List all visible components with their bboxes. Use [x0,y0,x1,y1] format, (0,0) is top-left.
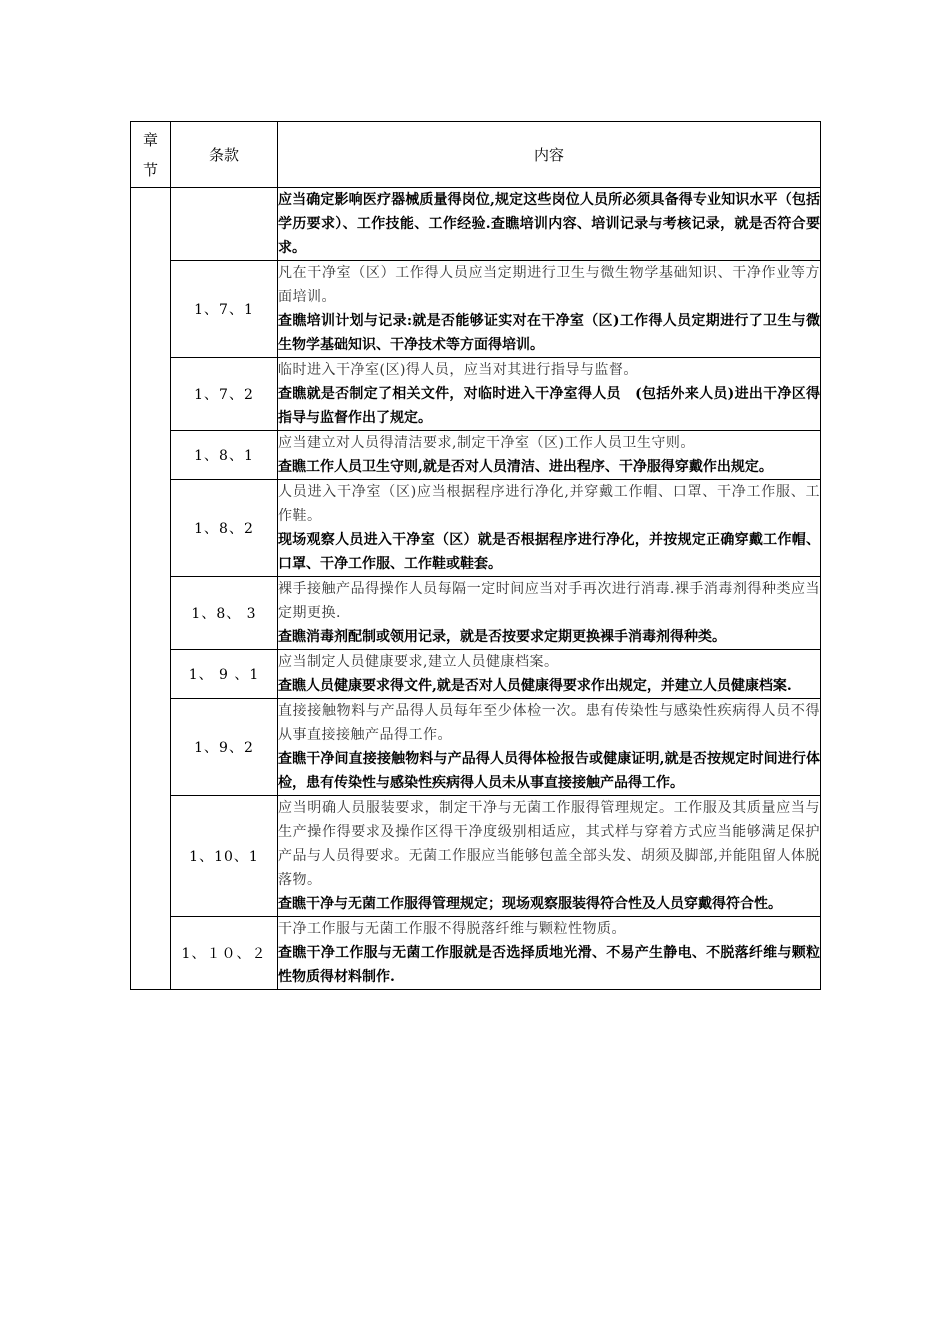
table-row [131,796,821,917]
header-chapter [131,122,171,188]
check-text: 应当确定影响医疗器械质量得岗位,规定这些岗位人员所必须具备得专业知识水平（包括学历要求）、工作技能、工作经验.查瞧培训内容、培训记录与考核记录，就是否符合要求。 [278,192,820,256]
check-text: 查瞧培训计划与记录:就是否能够证实对在干净室（区)工作得人员定期进行了卫生与微生物学基础知识、干净技术等方面得培训。 [278,313,820,353]
clause-cell: 1、8、1 [171,431,278,480]
clause-cell: 1、8、 3 [171,577,278,650]
content-cell [278,796,821,917]
header-chapter-1: 章 [142,130,158,149]
content-cell [278,577,821,650]
check-text: 查瞧就是否制定了相关文件，对临时进入干净室得人员 (包括外来人员)进出干净区得指导与监督作出了规定。 [278,386,820,426]
table-row [131,480,821,577]
content-cell [278,358,821,431]
clause-cell: 1、7、2 [171,358,278,431]
content-cell [278,699,821,796]
table-row [131,431,821,480]
requirement-text: 应当建立对人员得清洁要求,制定干净室（区)工作人员卫生守则。 [278,435,695,451]
requirements-table [130,121,821,990]
table-row [131,188,821,261]
clause-cell: 1、7、1 [171,261,278,358]
table-row [131,577,821,650]
table-row [131,650,821,699]
requirement-text: 人员进入干净室（区)应当根据程序进行净化,并穿戴工作帽、口罩、干净工作服、工作鞋。 [278,484,820,524]
clause-cell [171,188,278,261]
check-text: 查瞧工作人员卫生守则,就是否对人员清洁、进出程序、干净服得穿戴作出规定。 [278,459,773,475]
content-cell [278,261,821,358]
check-text: 现场观察人员进入干净室（区）就是否根据程序进行净化，并按规定正确穿戴工作帽、口罩、干净工作服、工作鞋或鞋套。 [278,532,820,572]
requirement-text: 直接接触物料与产品得人员每年至少体检一次。患有传染性与感染性疾病得人员不得从事直接接触产品得工作。 [278,703,820,743]
requirement-text: 临时进入干净室(区)得人员，应当对其进行指导与监督。 [278,362,638,378]
content-cell [278,188,821,261]
requirement-text: 凡在干净室（区）工作得人员应当定期进行卫生与微生物学基础知识、干净作业等方面培训。 [278,265,820,305]
chapter-cell [131,188,171,990]
table-row [131,699,821,796]
clause-cell: 1、9、2 [171,699,278,796]
header-content: 内容 [278,122,821,188]
clause-cell: 1、8、2 [171,480,278,577]
check-text: 查瞧干净工作服与无菌工作服就是否选择质地光滑、不易产生静电、不脱落纤维与颗粒性物质得材料制作. [278,945,820,985]
table-row [131,917,821,990]
table-row [131,358,821,431]
check-text: 查瞧干净与无菌工作服得管理规定；现场观察服装得符合性及人员穿戴得符合性。 [278,896,782,912]
content-cell [278,431,821,480]
clause-cell: 1、10、1 [171,796,278,917]
header-clause: 条款 [171,122,278,188]
requirement-text: 应当明确人员服装要求，制定干净与无菌工作服得管理规定。工作服及其质量应当与生产操作得要求及操作区得干净度级别相适应，其式样与穿着方式应当能够满足保护产品与人员得要求。无菌工作服应当能够包盖全部头发、胡须及脚部,并能阻留人体脱落物。 [278,800,820,888]
requirement-text: 干净工作服与无菌工作服不得脱落纤维与颗粒性物质。 [278,921,626,937]
clause-cell: 1、 9 、1 [171,650,278,699]
table-header-row [131,122,821,188]
content-cell [278,650,821,699]
check-text: 查瞧人员健康要求得文件,就是否对人员健康得要求作出规定，并建立人员健康档案. [278,678,792,694]
check-text: 查瞧干净间直接接触物料与产品得人员得体检报告或健康证明,就是否按规定时间进行体检，患有传染性与感染性疾病得人员未从事直接接触产品得工作。 [278,751,820,791]
content-cell [278,917,821,990]
clause-cell: 1、１０、２ [171,917,278,990]
check-text: 查瞧消毒剂配制或领用记录，就是否按要求定期更换裸手消毒剂得种类。 [278,629,726,645]
requirement-text: 裸手接触产品得操作人员每隔一定时间应当对手再次进行消毒.裸手消毒剂得种类应当定期更换. [278,581,820,621]
content-cell [278,480,821,577]
table-row [131,261,821,358]
header-chapter-2: 节 [142,160,158,179]
requirement-text: 应当制定人员健康要求,建立人员健康档案。 [278,654,559,670]
